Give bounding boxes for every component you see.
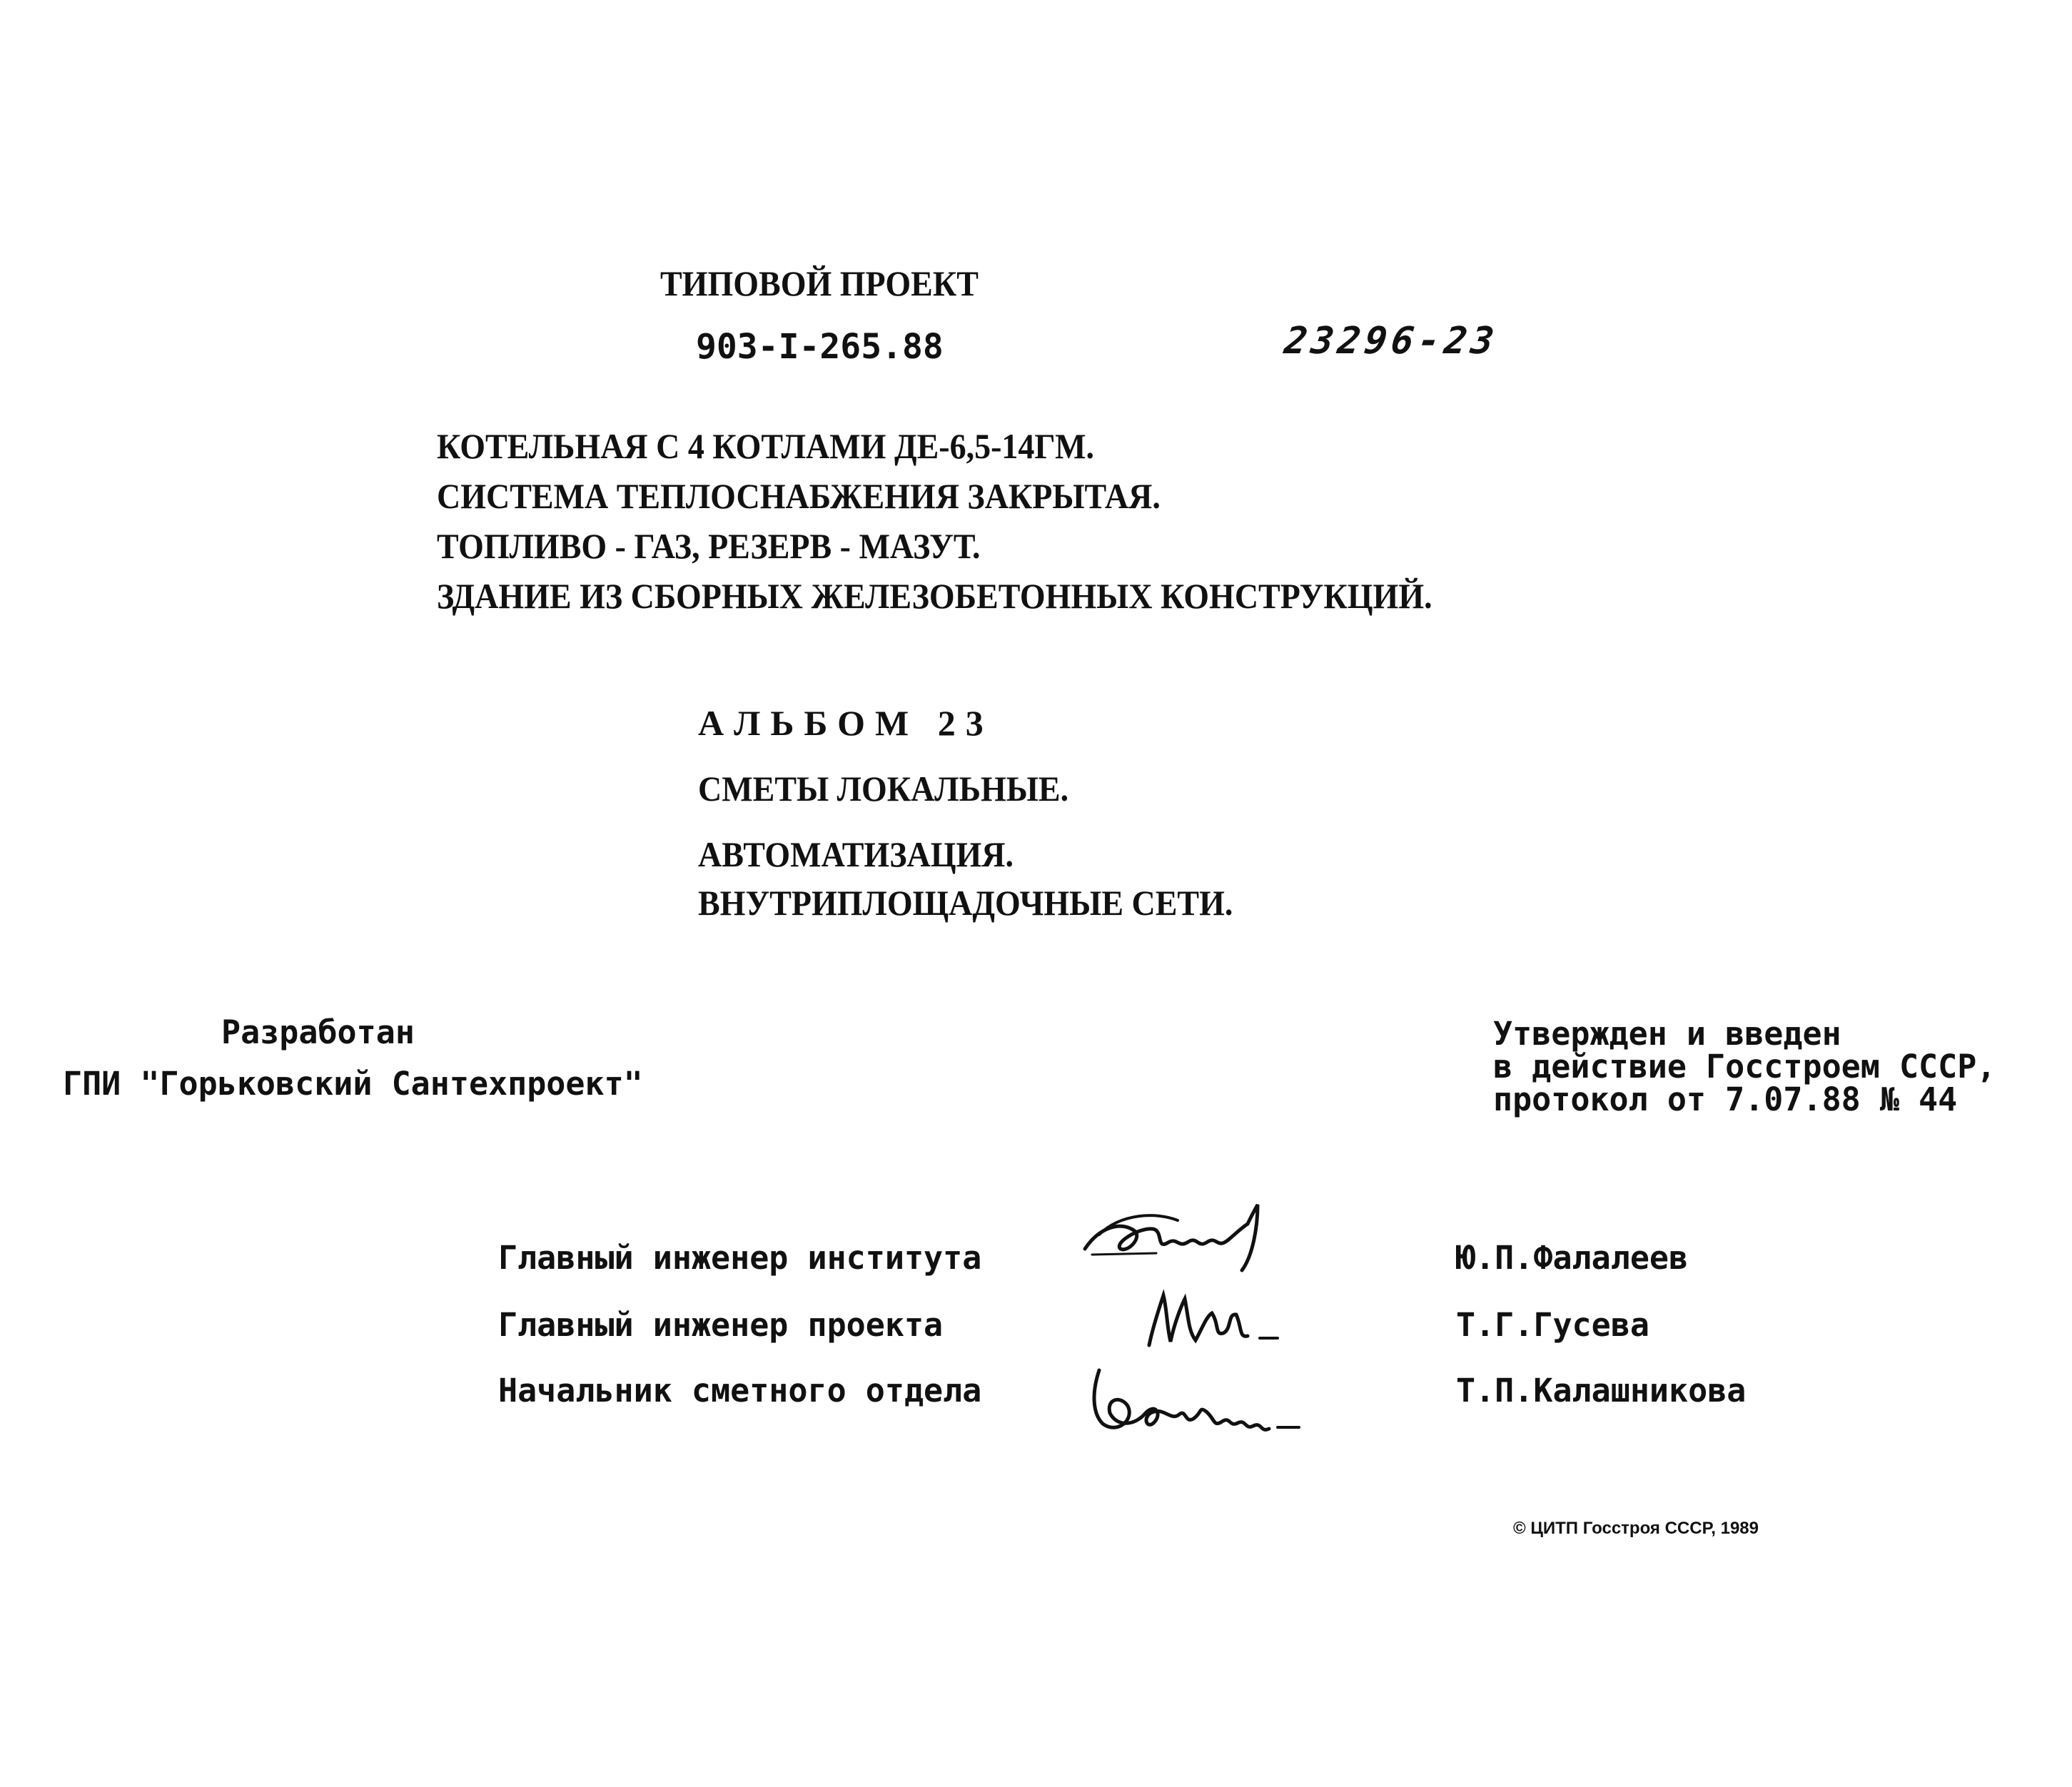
approved-line-2: в действие Госстроем СССР, [1493, 1048, 1996, 1085]
signatory-position-2: Главный инженер проекта [498, 1306, 944, 1344]
inventory-number: 23296-23 [1281, 320, 1501, 363]
approved-line-3: протокол от 7.07.88 № 44 [1493, 1080, 1958, 1118]
signatory-position-1: Главный инженер института [498, 1239, 982, 1277]
description-line-1: КОТЕЛЬНАЯ С 4 КОТЛАМИ ДЕ-6,5-14ГМ. [437, 426, 1094, 466]
description-line-2: СИСТЕМА ТЕПЛОСНАБЖЕНИЯ ЗАКРЫТАЯ. [437, 476, 1161, 516]
album-line-3: ВНУТРИПЛОЩАДОЧНЫЕ СЕТИ. [698, 883, 1233, 923]
album-line-1: СМЕТЫ ЛОКАЛЬНЫЕ. [698, 769, 1069, 809]
copyright-footer: © ЦИТП Госстроя СССР, 1989 [1513, 1519, 1759, 1538]
developed-label: Разработан [221, 1013, 415, 1051]
project-code: 903-I-265.88 [696, 327, 944, 367]
description-line-4: ЗДАНИЕ ИЗ СБОРНЫХ ЖЕЛЕЗОБЕТОННЫХ КОНСТРУКЦИЙ. [437, 576, 1432, 616]
signatory-position-3: Начальник сметного отдела [498, 1372, 982, 1409]
document-type-title: ТИПОВОЙ ПРОЕКТ [660, 263, 979, 303]
signature-2 [1128, 1285, 1292, 1356]
approved-line-1: Утвержден и введен [1493, 1015, 1841, 1053]
signatory-name-3: Т.П.Калашникова [1456, 1372, 1747, 1409]
album-line-2: АВТОМАТИЗАЦИЯ. [698, 834, 1014, 874]
album-label: АЛЬБОМ 23 [698, 703, 994, 743]
signature-1 [1071, 1199, 1285, 1277]
signatory-name-2: Т.Г.Гусева [1456, 1306, 1649, 1344]
developer-organization: ГПИ "Горьковский Сантехпроект" [63, 1065, 643, 1103]
signature-3 [1078, 1356, 1313, 1449]
signatory-name-1: Ю.П.Фалалеев [1456, 1239, 1689, 1277]
description-line-3: ТОПЛИВО - ГАЗ, РЕЗЕРВ - МАЗУТ. [437, 526, 981, 566]
